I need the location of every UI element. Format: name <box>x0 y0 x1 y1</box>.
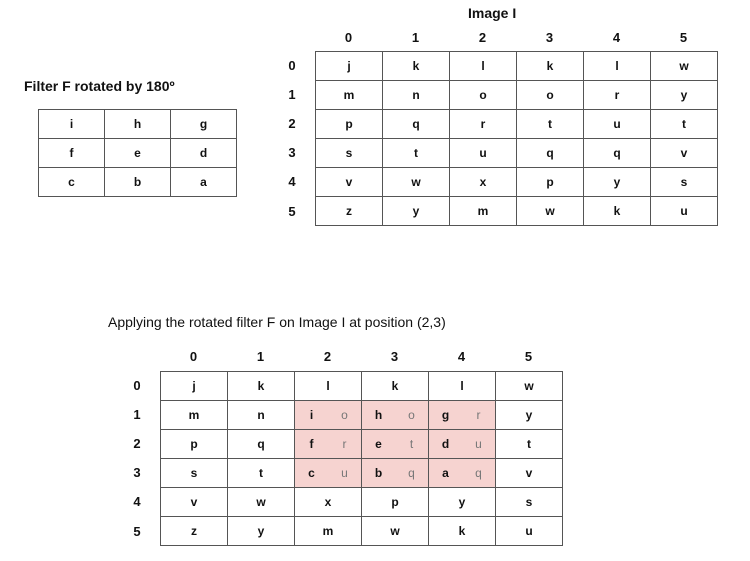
applied-row-label: 1 <box>133 406 141 422</box>
filter-cell: e <box>105 139 171 168</box>
applied-cell <box>295 459 362 488</box>
applied-cell: w <box>362 517 429 546</box>
image-cell: p <box>517 168 584 197</box>
filter-cell: i <box>39 110 105 139</box>
image-value: u <box>475 437 482 451</box>
image-cell: l <box>450 52 517 81</box>
applied-cell <box>429 401 496 430</box>
filter-value: a <box>442 466 449 480</box>
image-cell: y <box>584 168 651 197</box>
filter-row <box>39 168 237 197</box>
image-col-label: 4 <box>612 30 621 45</box>
image-row <box>316 110 718 139</box>
applied-cell: k <box>228 372 295 401</box>
filter-cell: g <box>171 110 237 139</box>
applied-row <box>161 517 563 546</box>
applied-cell: y <box>228 517 295 546</box>
image-row-label: 1 <box>288 86 296 102</box>
applied-row-label: 5 <box>133 523 141 539</box>
image-cell: k <box>517 52 584 81</box>
applied-cell: n <box>228 401 295 430</box>
image-col-label: 0 <box>344 30 353 45</box>
filter-cell: h <box>105 110 171 139</box>
image-cell: z <box>316 197 383 226</box>
applied-cell: l <box>429 372 496 401</box>
image-cell: u <box>584 110 651 139</box>
image-row-label: 4 <box>288 174 296 190</box>
filter-value: f <box>309 437 314 451</box>
applied-cell <box>429 459 496 488</box>
applied-cell: p <box>362 488 429 517</box>
image-cell: k <box>383 52 450 81</box>
applied-cell <box>362 401 429 430</box>
applied-cell: k <box>362 372 429 401</box>
applied-cell: w <box>496 372 563 401</box>
applied-cell: k <box>429 517 496 546</box>
image-cell: t <box>651 110 718 139</box>
applied-row-label: 4 <box>133 494 141 510</box>
image-cell: s <box>316 139 383 168</box>
applied-cell: q <box>228 430 295 459</box>
applied-cell: m <box>161 401 228 430</box>
image-col-label: 3 <box>545 30 554 45</box>
filter-value: i <box>309 408 314 422</box>
applied-cell: y <box>429 488 496 517</box>
applied-cell <box>362 459 429 488</box>
applied-row-label: 2 <box>133 436 141 451</box>
image-value: o <box>341 408 348 422</box>
applied-cell: j <box>161 372 228 401</box>
filter-cell: d <box>171 139 237 168</box>
image-row-label: 3 <box>288 145 296 161</box>
image-cell: w <box>383 168 450 197</box>
applied-cell: z <box>161 517 228 546</box>
filter-value: d <box>441 437 450 451</box>
filter-cell: b <box>105 168 171 197</box>
applied-col-label: 3 <box>390 349 399 364</box>
image-value: q <box>475 466 482 480</box>
applied-cell <box>295 401 362 430</box>
applied-col-label: 2 <box>323 349 332 364</box>
image-cell: u <box>450 139 517 168</box>
filter-value: e <box>375 437 382 451</box>
filter-cell: a <box>171 168 237 197</box>
image-cell: q <box>517 139 584 168</box>
applied-row <box>161 430 563 459</box>
filter-cell: f <box>39 139 105 168</box>
applied-row-label: 3 <box>133 465 141 481</box>
filter-grid <box>38 109 237 197</box>
applied-cell: w <box>228 488 295 517</box>
applied-cell: m <box>295 517 362 546</box>
applied-cell <box>362 430 429 459</box>
image-cell: o <box>450 81 517 110</box>
applied-col-label: 4 <box>457 349 466 364</box>
image-cell: v <box>316 168 383 197</box>
image-cell: w <box>651 52 718 81</box>
image-value: r <box>476 408 481 422</box>
image-row <box>316 197 718 226</box>
applied-cell: y <box>496 401 563 430</box>
filter-title: Filter F rotated by 180º <box>24 78 175 94</box>
image-row <box>316 139 718 168</box>
image-cell: u <box>651 197 718 226</box>
image-row-label: 0 <box>288 57 296 73</box>
image-cell: m <box>316 81 383 110</box>
image-value: q <box>408 466 415 480</box>
image-row <box>316 81 718 110</box>
image-row <box>316 52 718 81</box>
applied-grid <box>160 371 563 546</box>
applied-cell: l <box>295 372 362 401</box>
image-value: t <box>409 437 414 451</box>
image-col-label: 2 <box>478 30 487 45</box>
applied-col-label: 1 <box>256 349 265 364</box>
image-title: Image I <box>468 5 517 21</box>
filter-row <box>39 110 237 139</box>
applied-row <box>161 488 563 517</box>
image-cell: k <box>584 197 651 226</box>
applied-cell: v <box>496 459 563 488</box>
applied-cell <box>295 430 362 459</box>
image-cell: x <box>450 168 517 197</box>
image-cell: y <box>651 81 718 110</box>
applied-row-label: 0 <box>133 377 141 393</box>
image-col-label: 5 <box>679 30 688 45</box>
filter-value: h <box>374 408 383 422</box>
image-value: o <box>408 408 415 422</box>
filter-row <box>39 139 237 168</box>
image-cell: j <box>316 52 383 81</box>
filter-cell: c <box>39 168 105 197</box>
image-col-label: 1 <box>411 30 420 45</box>
applied-row <box>161 459 563 488</box>
applied-cell: x <box>295 488 362 517</box>
applied-cell: s <box>161 459 228 488</box>
image-cell: r <box>450 110 517 139</box>
image-cell: q <box>383 110 450 139</box>
applied-cell: t <box>228 459 295 488</box>
applied-col-label: 0 <box>189 349 198 364</box>
image-cell: v <box>651 139 718 168</box>
image-cell: t <box>517 110 584 139</box>
image-row <box>316 168 718 197</box>
image-value: u <box>341 466 348 480</box>
filter-value: b <box>374 466 383 480</box>
image-cell: q <box>584 139 651 168</box>
applied-title: Applying the rotated filter F on Image I at position (2,3) <box>108 314 446 330</box>
image-value: r <box>342 437 347 451</box>
applied-cell: v <box>161 488 228 517</box>
applied-col-label: 5 <box>524 349 533 364</box>
applied-row <box>161 372 563 401</box>
image-cell: l <box>584 52 651 81</box>
applied-cell: p <box>161 430 228 459</box>
image-cell: p <box>316 110 383 139</box>
image-cell: o <box>517 81 584 110</box>
applied-cell: u <box>496 517 563 546</box>
applied-row <box>161 401 563 430</box>
image-cell: t <box>383 139 450 168</box>
image-cell: n <box>383 81 450 110</box>
applied-cell: t <box>496 430 563 459</box>
image-cell: y <box>383 197 450 226</box>
image-row-label: 5 <box>288 203 296 219</box>
image-cell: s <box>651 168 718 197</box>
image-row-label: 2 <box>288 116 296 131</box>
image-grid <box>315 51 718 226</box>
image-cell: w <box>517 197 584 226</box>
image-cell: m <box>450 197 517 226</box>
filter-value: c <box>308 466 315 480</box>
filter-value: g <box>441 408 450 422</box>
image-cell: r <box>584 81 651 110</box>
applied-cell: s <box>496 488 563 517</box>
applied-cell <box>429 430 496 459</box>
